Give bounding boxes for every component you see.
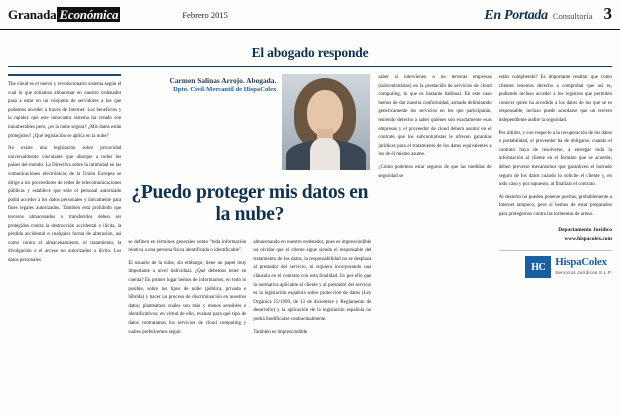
paragraph: The cloud es el nuevo y revolucionario sistema según el cual lo que solíamos almacenar en nuestro ordenador pasa a estar en un conjunto de servidores a los que podemos acceder a través de Internet. Los beneficios y la rapidez que este innovador sistema ha creado son innumerables pero, ¿es la nube segura? ¿Mis datos están protegidos? ¿Qué legislación se aplica en la nube? — [8, 82, 122, 139]
department-label: Departamento Jurídico — [558, 226, 612, 233]
byline-and-photo — [128, 74, 371, 170]
logo-text — [555, 257, 612, 277]
website-url[interactable]: www.hispacolex.com — [564, 235, 612, 242]
logo-monogram-icon: HC — [525, 256, 551, 278]
paragraph: saber si intervienen o no terceras empresas (subcontratistas) en la prestación de servicios de cloud computing, lo que es bastante habitual. En este caso hemos de dar nuestra conformidad, armado delimitando genéricamente los servicios en los que participarán, teniendo derecho a saber quiénes son exactamente esas empresas y el proveedor de cloud deberá asumir en el contrato que los subcontratistas le ofrecen garantías jurídicas para el tratamiento de los datos equivalentes a los de él mismo asume. — [378, 75, 492, 158]
page-number: 3 — [603, 4, 612, 23]
text-column-2 — [128, 239, 246, 342]
paragraph: se definen en términos generales como "toda información relativa a una persona física identificada o identificable". — [128, 239, 247, 254]
paragraph: Al desierto no pueden ponerse puertas, probablemente a Internet tampoco, pero sí hemos de estar preparados para protegernos contra las tormentas de arena. — [498, 194, 612, 217]
byline-author: Carmen Salinas Arrojo. Abogada. — [169, 76, 277, 85]
paragraph: están cumpliendo? Es importante resaltar que como clientes tenemos derecho a comprobar que así es, pudiendo incluso acceder a los registros que permiten conocer quién ha accedido a los datos de los que se es responsable, incluso puede acordarse que un tercero independiente audite la seguridad. — [498, 75, 612, 123]
firm-logo — [499, 250, 612, 278]
paragraph: ¿Cómo podemos estar seguros de que las medidas de seguridad se — [378, 164, 492, 179]
byline — [128, 74, 276, 170]
section-title: En Portada — [484, 8, 548, 23]
publication-logo — [8, 7, 120, 23]
paragraph: No existe una legislación sobre privacidad universalmente vinculante que abarque a todos los países del mundo. La Directiva sobre la intimidad en las comunicaciones electrónicas de la Unión Europea se dirige a los proveedores de redes de telecomunicaciones públicas y establece que sólo el personal autorizado podrá acceder a los datos personales y únicamente para fines legales autorizados. También está prohibido que terceros almacenados o transferidos deben ser protegidos contra la destrucción accidental o ilícita, la pérdida accidental o cualquier forma de alteración, así como contra el almacenamiento, el tratamiento, la divulgación o el acceso no autorizados o ilícito. Los datos personales — [8, 146, 122, 263]
text-column-4 — [378, 74, 491, 392]
logo-name: HispaColex — [555, 255, 607, 268]
article-headline: ¿Puedo proteger mis datos en la nube? — [131, 182, 369, 225]
author-portrait — [282, 74, 370, 170]
paragraph: Por último, y con respecto a la recuperación de los datos o portabilidad, el proveedor ha de obligarse, cuando el contrato haya de resolverse, a entregar toda la información al cliente en el formato que se acuerde, deben preverse mecanismos que garanticen el borrado seguro de los datos cuando lo solicite el cliente y, en todo caso y por supuesto, al finalizar el contrato. — [498, 130, 612, 188]
article-header — [8, 39, 612, 67]
brand-eco: Económica — [59, 6, 119, 22]
masthead — [0, 0, 620, 30]
paragraph: almacenando en nuestro ordenador, pues es imprescindible no olvidar que el cliente sigue siendo el responsable del tratamiento de los datos, la responsabilidad no se desplaza al prestador del servicio, ni siquiera incorporando una cláusula en el contrato con esta finalidad. Es por ello que la normativa aplicable al cliente y al prestador del servicio es la legislación española sobre protección de datos (Ley Orgánica 15/1999, de 13 de diciembre y Reglamento de desarrollo) y la aplicación de la legislación española no podrá modificarse contractualmente. — [253, 239, 372, 322]
text-column-1 — [8, 74, 121, 392]
paragraph: También es imprescindible — [253, 329, 308, 335]
feature-block — [128, 74, 371, 392]
logo-subtitle: Servicios Jurídicos S.L.P. — [555, 270, 612, 276]
portrait-garment — [310, 138, 340, 170]
brand-main: Granada — [8, 6, 57, 22]
paragraph: El usuario de la nube, sin embargo, tiene un papel muy importante a nivel individual. ¿Qué debemos tener en cuenta? En primer lugar hemos de informarnos, en todo lo posible, sobre los tipos de nube (pública, privada e híbrida) y hacer un proceso de discriminación en nuestros datos; planteamos cuáles son más y menos sensibles o identificativos; en virtud de ello, evaluar para qué tipo de datos contratamos los servicios de cloud computing y cuáles preferiremos seguir — [128, 260, 247, 335]
masthead-right — [484, 5, 612, 24]
feature-text-columns — [128, 239, 371, 342]
text-column-5 — [499, 74, 612, 392]
article-band-title: El abogado responde — [251, 45, 369, 60]
article-title-band — [8, 39, 612, 67]
section-subtitle: Consultoría — [552, 11, 593, 21]
issue-date: Febrero 2015 — [182, 9, 228, 20]
text-column-3 — [253, 239, 371, 342]
article-body — [8, 74, 612, 392]
byline-role: Dpto. Civil-Mercantil de HispaColex — [173, 86, 277, 94]
